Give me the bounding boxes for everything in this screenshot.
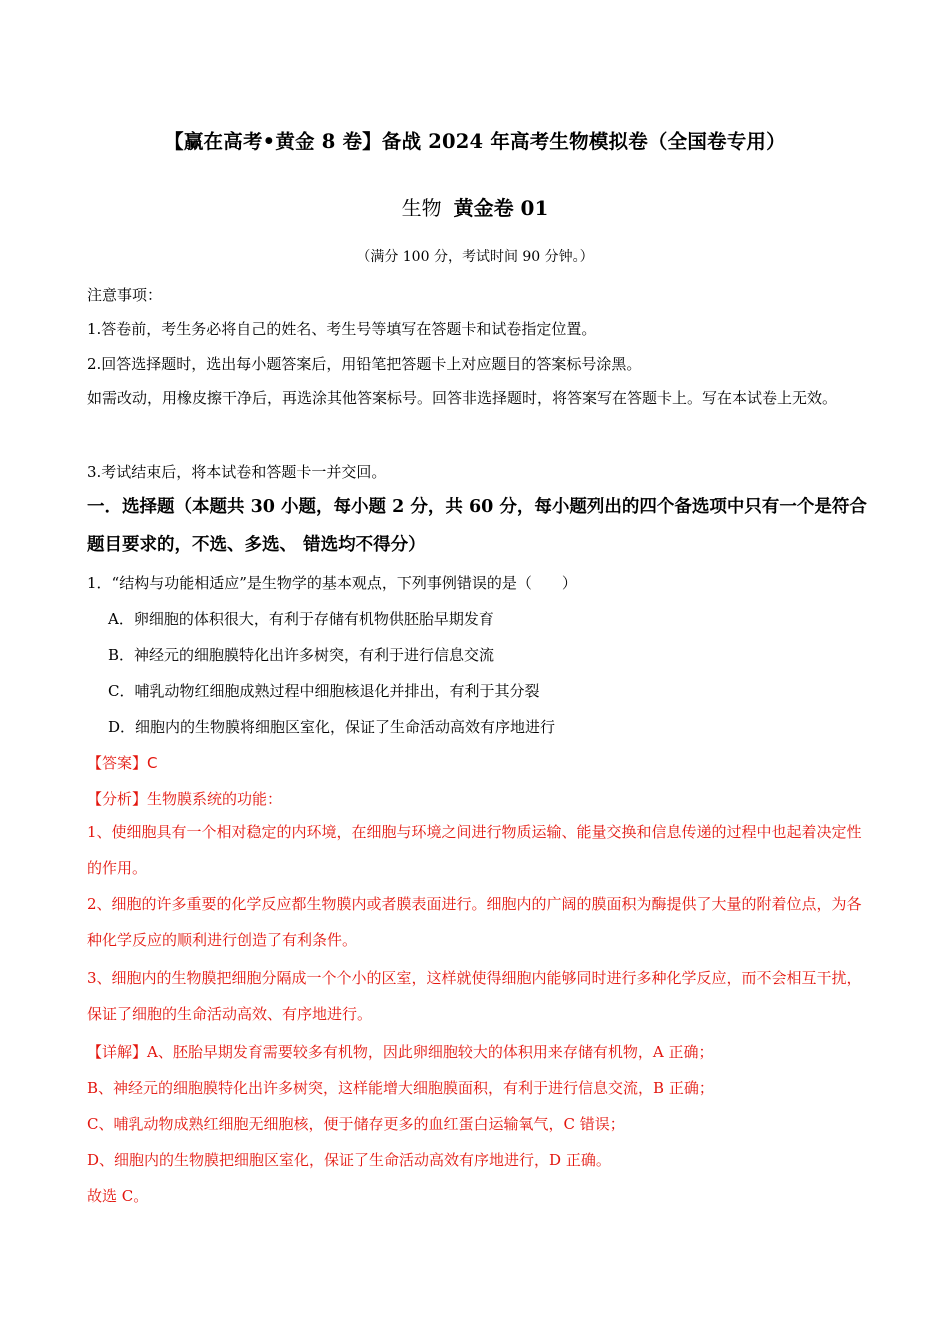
document-title: 【赢在高考•黄金 8 卷】备战 2024 年高考生物模拟卷（全国卷专用） — [164, 130, 786, 153]
conclusion-line: 故选 C。 — [87, 1187, 149, 1205]
notice-item: 3.考试结束后，将本试卷和答题卡一并交回。 — [87, 463, 387, 481]
analysis-tag: 【分析】 — [87, 790, 148, 808]
analysis-title: 生物膜系统的功能： — [147, 790, 283, 808]
question-stem: 1．“结构与功能相适应”是生物学的基本观点，下列事例错误的是（ ） — [87, 574, 577, 592]
section-heading: 一．选择题（本题共 30 小题，每小题 2 分，共 60 分，每小题列出的四个备选项中只有一个是符合题目要求的，不选、多选、 错选均不得分） — [87, 497, 867, 555]
notice-item: 如需改动，用橡皮擦干净后，再选涂其他答案标号。回答非选择题时，将答案写在答题卡上。写在本试卷上无效。 — [87, 389, 838, 407]
analysis-point: 3、细胞内的生物膜把细胞分隔成一个个小的区室，这样就使得细胞内能够同时进行多种化学反应，而不会相互干扰，保证了细胞的生命活动高效、有序地进行。 — [87, 969, 862, 1023]
analysis-point: 1、使细胞具有一个相对稳定的内环境，在细胞与环境之间进行物质运输、能量交换和信息传递的过程中也起着决定性的作用。 — [87, 823, 862, 877]
subject-label: 生物 — [401, 196, 442, 220]
detail-line: C、哺乳动物成熟红细胞无细胞核，便于储存更多的血红蛋白运输氧气，C 错误； — [87, 1115, 625, 1133]
answer-tag: 【答案】 — [87, 754, 148, 772]
detail-line: B、神经元的细胞膜特化出许多树突，这样能增大细胞膜面积，有利于进行信息交流，B 正确； — [87, 1079, 714, 1097]
detail-line: D、细胞内的生物膜把细胞区室化，保证了生命活动高效有序地进行，D 正确。 — [87, 1151, 611, 1169]
notice-item: 1.答卷前，考生务必将自己的姓名、考生号等填写在答题卡和试卷指定位置。 — [87, 320, 597, 338]
notice-heading: 注意事项： — [87, 286, 163, 304]
analysis-point: 2、细胞的许多重要的化学反应都生物膜内或者膜表面进行。细胞内的广阔的膜面积为酶提供了大量的附着位点，为各种化学反应的顺利进行创造了有利条件。 — [87, 895, 862, 949]
answer-value: C — [147, 754, 158, 772]
answer-line — [87, 752, 870, 773]
detail-line — [87, 1041, 870, 1062]
option-b: B．神经元的细胞膜特化出许多树突，有利于进行信息交流 — [108, 646, 495, 664]
notice-item: 2.回答选择题时，选出每小题答案后，用铅笔把答题卡上对应题目的答案标号涂黑。 — [87, 355, 642, 373]
exam-info: （满分 100 分，考试时间 90 分钟。） — [356, 249, 594, 265]
detail-tag: 【详解】 — [87, 1043, 148, 1061]
paper-subtitle — [0, 192, 950, 221]
volume-label: 黄金卷 01 — [453, 196, 549, 220]
option-c: C．哺乳动物红细胞成熟过程中细胞核退化并排出，有利于其分裂 — [108, 682, 540, 700]
option-d: D．细胞内的生物膜将细胞区室化，保证了生命活动高效有序地进行 — [108, 718, 556, 736]
analysis-line — [87, 788, 870, 809]
detail-text: A、胚胎早期发育需要较多有机物，因此卵细胞较大的体积用来存储有机物，A 正确； — [147, 1043, 714, 1061]
option-a: A．卵细胞的体积很大，有利于存储有机物供胚胎早期发育 — [108, 610, 494, 628]
